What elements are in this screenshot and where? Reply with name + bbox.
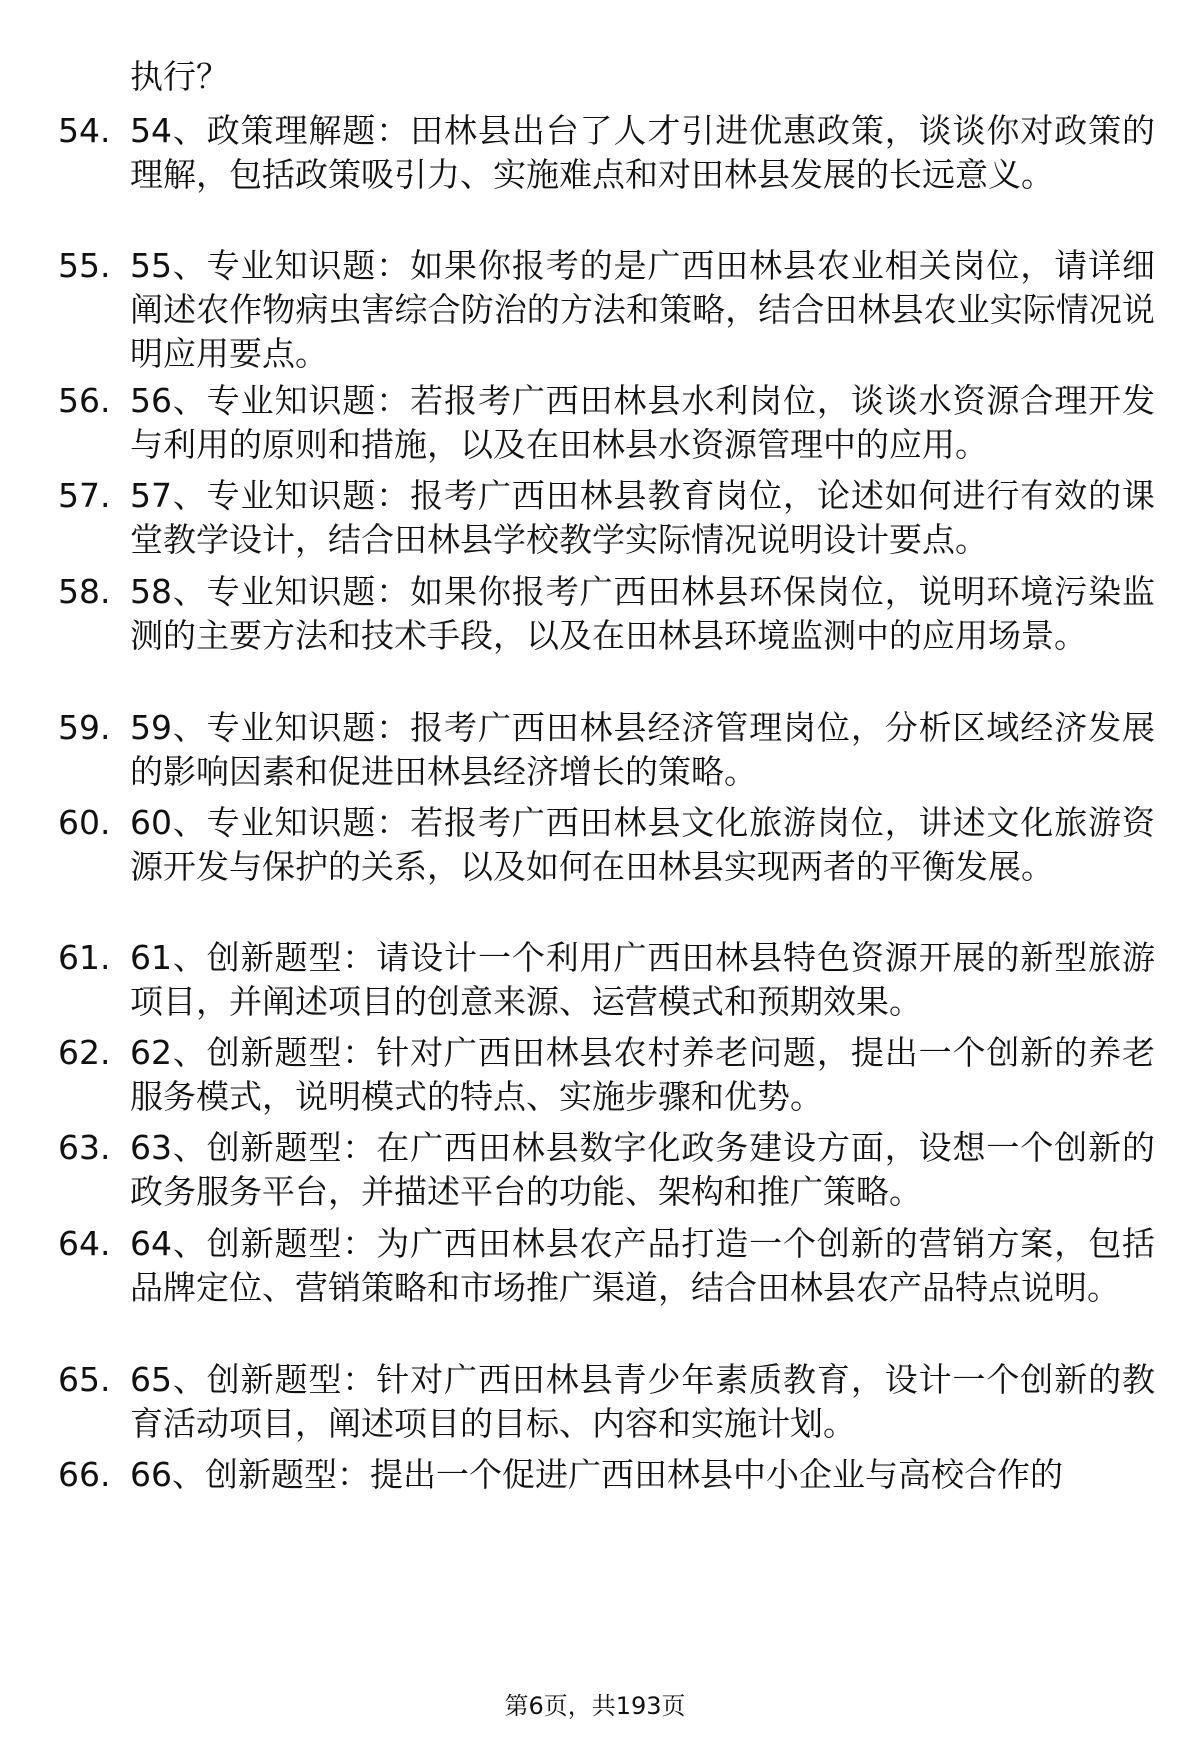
- item-number: 56.: [58, 381, 111, 420]
- page-footer: 第6页，共193页: [504, 1692, 686, 1720]
- item-text: 66、创新题型：提出一个促进广西田林县中小企业与高校合作的: [130, 1455, 1063, 1494]
- item-number: 55.: [58, 246, 111, 285]
- item-text: 62、创新题型：针对广西田林县农村养老问题，提出一个创新的养老服务模式，说明模式的特点、实施步骤和优势。: [130, 1033, 1155, 1116]
- item-number: 58.: [58, 572, 111, 611]
- item-text: 60、专业知识题：若报考广西田林县文化旅游岗位，讲述文化旅游资源开发与保护的关系，以及如何在田林县实现两者的平衡发展。: [130, 803, 1155, 886]
- item-number: 59.: [58, 708, 111, 747]
- item-number: 63.: [58, 1128, 111, 1167]
- item-number: 54.: [58, 111, 111, 150]
- item-number: 57.: [58, 476, 111, 515]
- item-number: 66.: [58, 1455, 111, 1494]
- item-text: 55、专业知识题：如果你报考的是广西田林县农业相关岗位，请详细阐述农作物病虫害综合防治的方法和策略，结合田林县农业实际情况说明应用要点。: [130, 246, 1155, 373]
- item-number: 60.: [58, 803, 111, 842]
- item-number: 61.: [58, 938, 111, 977]
- item-number: 64.: [58, 1224, 111, 1263]
- item-text: 63、创新题型：在广西田林县数字化政务建设方面，设想一个创新的政务服务平台，并描述平台的功能、架构和推广策略。: [130, 1128, 1155, 1211]
- item-number: 65.: [58, 1360, 111, 1399]
- item-text: 59、专业知识题：报考广西田林县经济管理岗位，分析区域经济发展的影响因素和促进田林县经济增长的策略。: [130, 708, 1155, 791]
- item-text: 54、政策理解题：田林县出台了人才引进优惠政策，谈谈你对政策的理解，包括政策吸引力、实施难点和对田林县发展的长远意义。: [130, 111, 1155, 194]
- item-text: 57、专业知识题：报考广西田林县教育岗位，论述如何进行有效的课堂教学设计，结合田林县学校教学实际情况说明设计要点。: [130, 476, 1155, 559]
- item-text: 61、创新题型：请设计一个利用广西田林县特色资源开展的新型旅游项目，并阐述项目的创意来源、运营模式和预期效果。: [130, 938, 1155, 1021]
- continuation-text: 执行？: [130, 57, 229, 96]
- item-text: 58、专业知识题：如果你报考广西田林县环保岗位，说明环境污染监测的主要方法和技术手段，以及在田林县环境监测中的应用场景。: [130, 572, 1155, 655]
- item-number: 62.: [58, 1033, 111, 1072]
- item-text: 56、专业知识题：若报考广西田林县水利岗位，谈谈水资源合理开发与利用的原则和措施，以及在田林县水资源管理中的应用。: [130, 381, 1155, 464]
- item-text: 65、创新题型：针对广西田林县青少年素质教育，设计一个创新的教育活动项目，阐述项目的目标、内容和实施计划。: [130, 1360, 1155, 1443]
- item-text: 64、创新题型：为广西田林县农产品打造一个创新的营销方案，包括品牌定位、营销策略和市场推广渠道，结合田林县农产品特点说明。: [130, 1224, 1155, 1307]
